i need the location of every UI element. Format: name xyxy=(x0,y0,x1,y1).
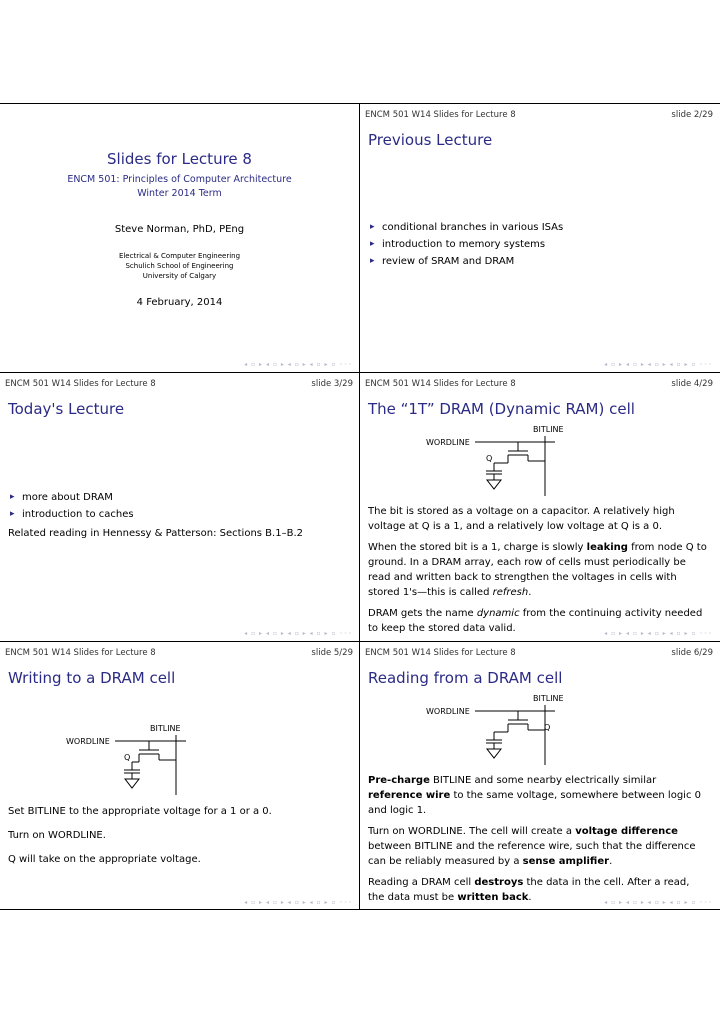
dram-cell-diagram xyxy=(420,419,564,499)
header-course: ENCM 501 W14 Slides for Lecture 8 xyxy=(5,648,156,658)
wordline-label: WORDLINE xyxy=(426,438,470,447)
paragraph: DRAM gets the name dynamic from the continuing activity needed to keep the stored data valid. xyxy=(368,608,703,634)
node-q-label: Q xyxy=(486,454,493,463)
slide-number: slide 3/29 xyxy=(311,379,353,389)
nav-controls[interactable]: ◂ ▫ ▸ ◂ ▫ ▸ ◂ ▫ ▸ ◂ ▫ ▸ ▫ ◦◦◦ xyxy=(244,361,353,368)
paragraph: Set BITLINE to the appropriate voltage for a 1 or a 0. xyxy=(8,806,272,817)
header-course: ENCM 501 W14 Slides for Lecture 8 xyxy=(365,110,516,120)
header-course: ENCM 501 W14 Slides for Lecture 8 xyxy=(365,648,516,658)
paragraph: The bit is stored as a voltage on a capacitor. A relatively high voltage at Q is a 1, and a relatively low voltage at Q is a 0. xyxy=(368,506,675,532)
course-name: ENCM 501: Principles of Computer Architecture xyxy=(67,174,292,185)
term: Winter 2014 Term xyxy=(137,188,222,199)
date: 4 February, 2014 xyxy=(136,297,223,308)
wordline-label: WORDLINE xyxy=(426,707,470,716)
list-item: ▸ introduction to caches xyxy=(8,506,349,523)
slide-title: Reading from a DRAM cell xyxy=(368,669,563,687)
nav-controls[interactable]: ◂ ▫ ▸ ◂ ▫ ▸ ◂ ▫ ▸ ◂ ▫ ▸ ▫ ◦◦◦ xyxy=(604,899,713,906)
slide-title: Previous Lecture xyxy=(368,131,493,149)
slide-header xyxy=(365,379,713,389)
slide-title: Slides for Lecture 8 xyxy=(107,150,252,168)
nav-controls[interactable]: ◂ ▫ ▸ ◂ ▫ ▸ ◂ ▫ ▸ ◂ ▫ ▸ ▫ ◦◦◦ xyxy=(244,899,353,906)
list-item: ▸ review of SRAM and DRAM xyxy=(368,253,709,270)
nav-controls[interactable]: ◂ ▫ ▸ ◂ ▫ ▸ ◂ ▫ ▸ ◂ ▫ ▸ ▫ ◦◦◦ xyxy=(244,630,353,637)
dept-line: University of Calgary xyxy=(142,272,217,280)
author: Steve Norman, PhD, PEng xyxy=(114,224,245,235)
paragraph: Pre-charge BITLINE and some nearby electrically similar reference wire to the same voltage, somewhere between logic 0 and logic 1. xyxy=(368,775,701,816)
list-item: ▸ introduction to memory systems xyxy=(368,236,709,253)
node-q-label: Q xyxy=(124,753,131,762)
dept-line: Electrical & Computer Engineering xyxy=(118,252,241,260)
slide-header xyxy=(5,379,353,389)
bitline-label: BITLINE xyxy=(533,425,564,434)
bitline-label: BITLINE xyxy=(150,724,181,733)
bullet-list xyxy=(368,219,709,270)
header-course: ENCM 501 W14 Slides for Lecture 8 xyxy=(5,379,156,389)
bullet-list xyxy=(8,489,349,523)
list-item: ▸ more about DRAM xyxy=(8,489,349,506)
slide-2 xyxy=(360,104,719,372)
slide-6 xyxy=(360,642,719,910)
slide-header xyxy=(365,110,713,120)
slide-1 xyxy=(0,104,359,372)
slide-title: Today's Lecture xyxy=(8,400,125,418)
nav-controls[interactable]: ◂ ▫ ▸ ◂ ▫ ▸ ◂ ▫ ▸ ◂ ▫ ▸ ▫ ◦◦◦ xyxy=(604,361,713,368)
nav-controls[interactable]: ◂ ▫ ▸ ◂ ▫ ▸ ◂ ▫ ▸ ◂ ▫ ▸ ▫ ◦◦◦ xyxy=(604,630,713,637)
slide-header xyxy=(5,648,353,658)
reading-note: Related reading in Hennessy & Patterson: Sections B.1–B.2 xyxy=(8,528,303,539)
wordline-label: WORDLINE xyxy=(66,737,110,746)
node-q-label: Q xyxy=(544,723,551,732)
header-course: ENCM 501 W14 Slides for Lecture 8 xyxy=(365,379,516,389)
slide-4 xyxy=(360,373,719,641)
slide-number: slide 5/29 xyxy=(311,648,353,658)
slide-5 xyxy=(0,642,359,910)
slide-title: The “1T” DRAM (Dynamic RAM) cell xyxy=(368,400,635,418)
paragraph: Reading a DRAM cell destroys the data in the cell. After a read, the data must be written back. xyxy=(368,877,690,903)
paragraph: Turn on WORDLINE. The cell will create a voltage difference between BITLINE and the reference wire, such that the difference can be reliably measured by a sense amplifier. xyxy=(368,826,696,867)
dram-cell-diagram xyxy=(420,688,564,768)
slide-3 xyxy=(0,373,359,641)
slide-header xyxy=(365,648,713,658)
paragraph: Turn on WORDLINE. xyxy=(8,830,106,841)
slide-number: slide 4/29 xyxy=(671,379,713,389)
dept-line: Schulich School of Engineering xyxy=(125,262,234,270)
slide-number: slide 6/29 xyxy=(671,648,713,658)
dram-cell-diagram xyxy=(60,718,200,798)
list-item: ▸ conditional branches in various ISAs xyxy=(368,219,709,236)
paragraph: Q will take on the appropriate voltage. xyxy=(8,854,201,865)
bitline-label: BITLINE xyxy=(533,694,564,703)
slide-title: Writing to a DRAM cell xyxy=(8,669,176,687)
paragraph: When the stored bit is a 1, charge is slowly leaking from node Q to ground. In a DRAM array, each row of cells must periodically be read and written back to strengthen the voltages in cells with stored 1's—this is called refresh. xyxy=(368,542,707,598)
slide-number: slide 2/29 xyxy=(671,110,713,120)
